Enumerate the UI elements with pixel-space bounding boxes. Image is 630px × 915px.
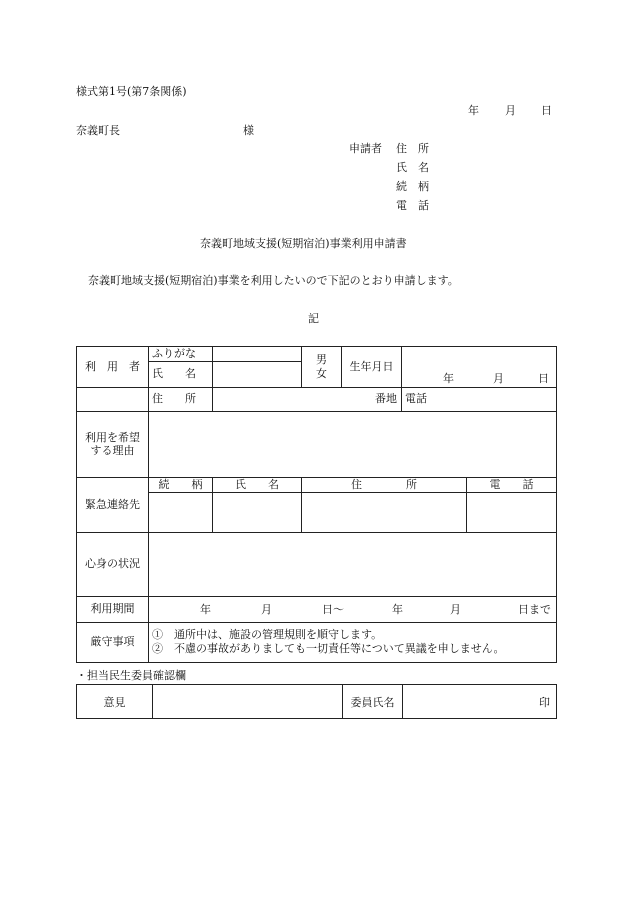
reason-label-line1: 利用を希望 <box>85 430 140 444</box>
rule-1: ① 通所中は、施設の管理規則を順守します。 <box>152 628 383 642</box>
rule-2: ② 不慮の事故がありましても一切責任等について異議を申しません。 <box>152 642 505 655</box>
applicant-name-label: 氏 名 <box>396 161 429 174</box>
emergency-name-header: 氏 名 <box>213 477 302 492</box>
member-name-field[interactable] <box>403 685 557 719</box>
address-label: 住 所 <box>149 387 213 411</box>
rules-text <box>149 622 557 662</box>
emergency-address-field[interactable] <box>302 492 467 532</box>
applicant-address-label: 住 所 <box>396 142 429 155</box>
opinion-label: 意見 <box>77 685 153 719</box>
emergency-phone-header: 電 話 <box>467 477 557 492</box>
gender-female: 女 <box>316 366 327 380</box>
application-table <box>76 346 557 663</box>
furigana-label: ふりがな <box>149 347 213 362</box>
period-end-day: 日まで <box>518 603 551 616</box>
phone-label: 電話 <box>405 392 427 406</box>
birth-day: 日 <box>538 371 549 385</box>
intro-text: 奈義町地域支援(短期宿泊)事業を利用したいので下記のとおり申請します。 <box>88 274 459 287</box>
user-label: 利 用 者 <box>77 347 149 388</box>
period-start-month: 月 <box>261 603 272 616</box>
addressee-honorific: 様 <box>243 124 254 137</box>
gender-male: 男 <box>316 353 327 367</box>
period-end-year: 年 <box>392 603 403 616</box>
condition-field[interactable] <box>149 532 557 596</box>
reason-label <box>77 411 149 477</box>
name-field[interactable] <box>213 361 302 387</box>
condition-label: 心身の状況 <box>77 532 149 596</box>
period-start-year: 年 <box>200 603 211 616</box>
period-field[interactable] <box>149 596 557 622</box>
ki-mark: 記 <box>308 312 319 325</box>
name-label: 氏 名 <box>149 361 213 387</box>
committee-table <box>76 684 557 719</box>
user-label-continued <box>77 387 149 411</box>
rules-label: 厳守事項 <box>77 622 149 662</box>
emergency-address-header: 住 所 <box>302 477 467 492</box>
emergency-name-field[interactable] <box>213 492 302 532</box>
emergency-relation-field[interactable] <box>149 492 213 532</box>
emergency-phone-field[interactable] <box>467 492 557 532</box>
applicant-phone-label: 電 話 <box>396 199 429 212</box>
committee-note: ・担当民生委員確認欄 <box>76 669 186 682</box>
period-end-month: 月 <box>450 603 461 616</box>
birthdate-label: 生年月日 <box>342 347 402 388</box>
date-year: 年 <box>468 104 479 117</box>
period-start-day: 日〜 <box>322 603 344 616</box>
addressee-name: 奈義町長 <box>76 124 120 137</box>
emergency-contact-label: 緊急連絡先 <box>77 477 149 532</box>
period-label: 利用期間 <box>77 596 149 622</box>
applicant-label: 申請者 <box>349 142 382 155</box>
form-number: 様式第1号(第7条関係) <box>76 85 187 98</box>
gender-cell[interactable] <box>302 347 342 388</box>
member-name-label: 委員氏名 <box>343 685 403 719</box>
emergency-relation-header: 続 柄 <box>149 477 213 492</box>
opinion-field[interactable] <box>153 685 343 719</box>
phone-field[interactable] <box>402 387 557 411</box>
birth-year: 年 <box>443 371 454 385</box>
birth-month: 月 <box>493 371 504 385</box>
birthdate-field[interactable] <box>402 347 557 388</box>
seal-mark: 印 <box>539 695 550 709</box>
date-month: 月 <box>505 104 516 117</box>
date-day: 日 <box>541 104 552 117</box>
banchi-label: 番地 <box>375 392 397 406</box>
address-field[interactable] <box>213 387 402 411</box>
applicant-relation-label: 続 柄 <box>396 180 429 193</box>
reason-label-line2: する理由 <box>90 444 135 458</box>
furigana-field[interactable] <box>213 347 302 362</box>
reason-field[interactable] <box>149 411 557 477</box>
document-title: 奈義町地域支援(短期宿泊)事業利用申請書 <box>200 237 407 250</box>
